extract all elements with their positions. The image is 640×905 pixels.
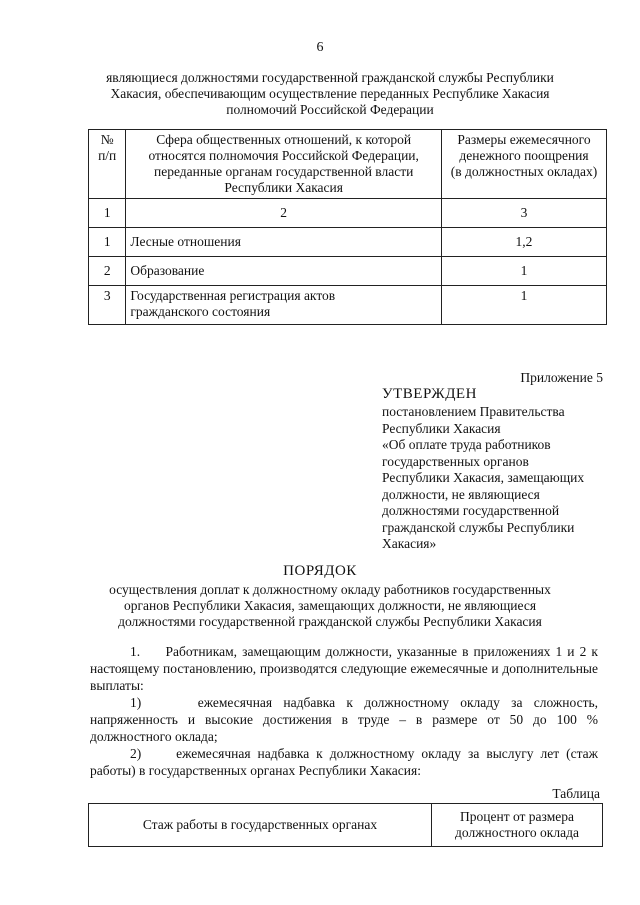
decree-line: должности, не являющиеся: [382, 486, 540, 502]
appendix-label: Приложение 5: [520, 370, 603, 385]
header-no: [89, 130, 126, 199]
header-sphere-line: Сфера общественных отношений, к которой: [156, 132, 412, 147]
heading-line: полномочий Российской Федерации: [226, 102, 434, 117]
header-no-line: №: [100, 132, 114, 147]
header-size-line: Размеры ежемесячного: [457, 132, 591, 147]
decree-line: постановлением Правительства: [382, 404, 565, 419]
seniority-table: [88, 803, 603, 847]
approved-label: УТВЕРЖДЕН: [382, 386, 477, 402]
row-sphere: Образование: [126, 257, 442, 286]
row-size: 1: [441, 286, 606, 325]
decree-line: Республики Хакасия, замещающих: [382, 470, 585, 485]
row-sphere-line: Государственная регистрация актов: [130, 288, 336, 303]
row-sphere: Лесные отношения: [126, 228, 442, 257]
body-text: [90, 643, 598, 779]
subtitle-line: органов Республики Хакасия, замещающих должности, не являющиеся: [123, 598, 537, 613]
decree-line: «Об оплате труда работников: [382, 437, 551, 452]
header-percent: [432, 804, 603, 847]
row-no: 2: [89, 257, 126, 286]
page-number: 6: [316, 40, 324, 55]
table-row: [89, 257, 607, 286]
table-header-row: [89, 130, 607, 199]
decree-line: должностями государственной: [382, 503, 560, 518]
table-row: [89, 228, 607, 257]
row-size: 1: [441, 257, 606, 286]
decree-line: государственных органов: [382, 453, 529, 469]
column-number: 1: [89, 199, 126, 228]
header-percent-line: должностного оклада: [455, 825, 579, 840]
document-title: ПОРЯДОК: [283, 563, 357, 579]
subtitle-line: осуществления доплат к должностному окладу работников государственных: [109, 582, 551, 597]
row-no: 1: [89, 228, 126, 257]
row-sphere-line: гражданского состояния: [130, 304, 271, 319]
incentive-table: [88, 129, 607, 325]
heading-tail: [90, 70, 570, 118]
header-sphere-line: относятся полномочия Российской Федерации,: [148, 148, 419, 163]
decree-line: гражданской службы Республики: [382, 519, 575, 535]
column-number: 2: [126, 199, 442, 228]
paragraph: 2) ежемесячная надбавка к должностному окладу за выслугу лет (стаж работы) в государственных органах Республики Хакасия:: [90, 746, 598, 778]
subtitle-line: должностями государственной гражданской службы Республики Хакасия: [118, 614, 542, 629]
decree-line: Хакасия»: [382, 536, 437, 551]
row-sphere: [126, 286, 442, 325]
column-number: 3: [441, 199, 606, 228]
header-sphere: [126, 130, 442, 199]
row-size: 1,2: [441, 228, 606, 257]
header-stage: Стаж работы в государственных органах: [89, 804, 432, 847]
header-percent-line: Процент от размера: [460, 809, 574, 824]
paragraph: 1) ежемесячная надбавка к должностному окладу за сложность, напряженность и высокие достижения в труде – в размере от 50 до 100 % должностного оклада;: [90, 695, 598, 744]
header-size-line: денежного поощрения: [459, 148, 589, 163]
header-sphere-line: переданные органам государственной власти: [154, 164, 414, 179]
heading-line: являющиеся должностями государственной гражданской службы Республики: [106, 70, 554, 85]
header-sphere-line: Республики Хакасия: [224, 180, 343, 195]
column-number-row: [89, 199, 607, 228]
paragraph: 1. Работникам, замещающим должности, указанные в приложениях 1 и 2 к настоящему постановлению, производятся следующие ежемесячные и дополнительные выплаты:: [90, 644, 598, 693]
header-size: [441, 130, 606, 199]
decree-reference: [382, 404, 612, 553]
table-label: Таблица: [552, 786, 600, 801]
table-row: [89, 286, 607, 325]
decree-line: Республики Хакасия: [382, 420, 501, 436]
heading-line: Хакасия, обеспечивающим осуществление переданных Республике Хакасия: [110, 86, 550, 101]
header-no-line: п/п: [98, 148, 117, 163]
document-subtitle: [80, 582, 580, 630]
table-header-row: [89, 804, 603, 847]
row-no: 3: [89, 286, 126, 325]
header-size-line: (в должностных окладах): [450, 164, 598, 179]
